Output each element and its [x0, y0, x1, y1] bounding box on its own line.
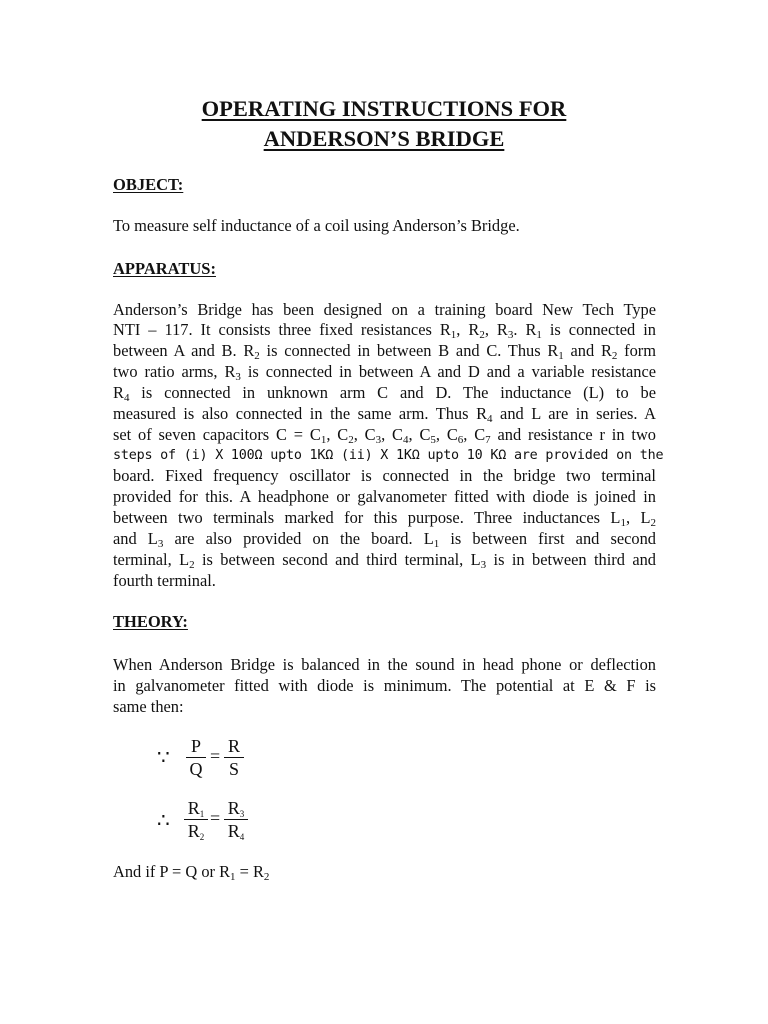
fraction-denominator: S [228, 759, 239, 779]
theory-condition-line: And if P = Q or $R_1 = R_2$ [113, 862, 270, 883]
apparatus-line-11: between two terminals marked for this purpose. Three inductances $L_1$, $L_2$ [113, 508, 656, 529]
apparatus-line-4: two ratio arms, $R_3$ is connected in between A and D and a variable resistance [113, 362, 656, 383]
document-title-line-2: ANDERSON’S BRIDGE [263, 126, 505, 151]
document-title-line-1: OPERATING INSTRUCTIONS FOR [201, 96, 567, 121]
apparatus-line-3: between A and B. $R_2$ is connected in between B and C. Thus $R_1$ and $R_2$ form [113, 341, 657, 362]
apparatus-line-1: Anderson’s Bridge has been designed on a training board New Tech Type [113, 300, 656, 319]
fraction-r1-over-r2 [183, 797, 209, 842]
apparatus-line-2: NTI – 117. It consists three fixed resistances $R_1$, $R_2$, $R_3$. $R_1$ is connected in [113, 320, 656, 341]
object-heading: OBJECT: [113, 175, 184, 194]
fraction-numerator: R3 [227, 798, 245, 819]
equals-sign: = [210, 808, 221, 828]
fraction-r-over-s [223, 735, 245, 780]
therefore-symbol: ∴ [157, 810, 170, 832]
apparatus-line-7: set of seven capacitors $C = C_1$, $C_2$, $C_3$, $C_4$, $C_5$, $C_6$, $C_7$ and resistance r in two [113, 425, 656, 446]
object-text: To measure self inductance of a coil using Anderson’s Bridge. [113, 216, 520, 235]
fraction-denominator: R2 [187, 821, 205, 842]
theory-line-1: When Anderson Bridge is balanced in the sound in head phone or deflection [113, 655, 656, 674]
apparatus-line-6: measured is also connected in the same arm. Thus $R_4$ and L are in series. A [113, 404, 656, 425]
apparatus-line-9: board. Fixed frequency oscillator is connected in the bridge two terminal [113, 466, 656, 485]
theory-heading: THEORY: [113, 612, 188, 631]
fraction-denominator: R4 [227, 821, 245, 842]
fraction-numerator: R [227, 736, 240, 756]
apparatus-line-8: steps of (i) X 100Ω upto 1KΩ (ii) X 1KΩ upto 10 KΩ are provided on the [113, 448, 664, 463]
fraction-p-over-q [185, 735, 207, 780]
apparatus-heading: APPARATUS: [113, 259, 216, 278]
theory-line-2: in galvanometer fitted with diode is minimum. The potential at E & F is [113, 676, 656, 695]
apparatus-line-10: provided for this. A headphone or galvanometer fitted with diode is joined in [113, 487, 656, 506]
apparatus-line-12: and $L_3$ are also provided on the board. $L_1$ is between first and second [113, 529, 656, 550]
equals-sign: = [210, 746, 221, 766]
apparatus-line-13: terminal, $L_2$ is between second and third terminal, $L_3$ is in between third and [113, 550, 656, 571]
apparatus-line-14: fourth terminal. [113, 571, 216, 590]
because-symbol: ∵ [157, 747, 170, 769]
fraction-numerator: P [190, 736, 201, 756]
fraction-denominator: Q [189, 759, 203, 779]
apparatus-line-5: $R_4$ is connected in unknown arm C and D. The inductance (L) to be [113, 383, 656, 404]
theory-line-3: same then: [113, 697, 184, 716]
fraction-r3-over-r4 [223, 797, 249, 842]
fraction-numerator: R1 [187, 798, 205, 819]
